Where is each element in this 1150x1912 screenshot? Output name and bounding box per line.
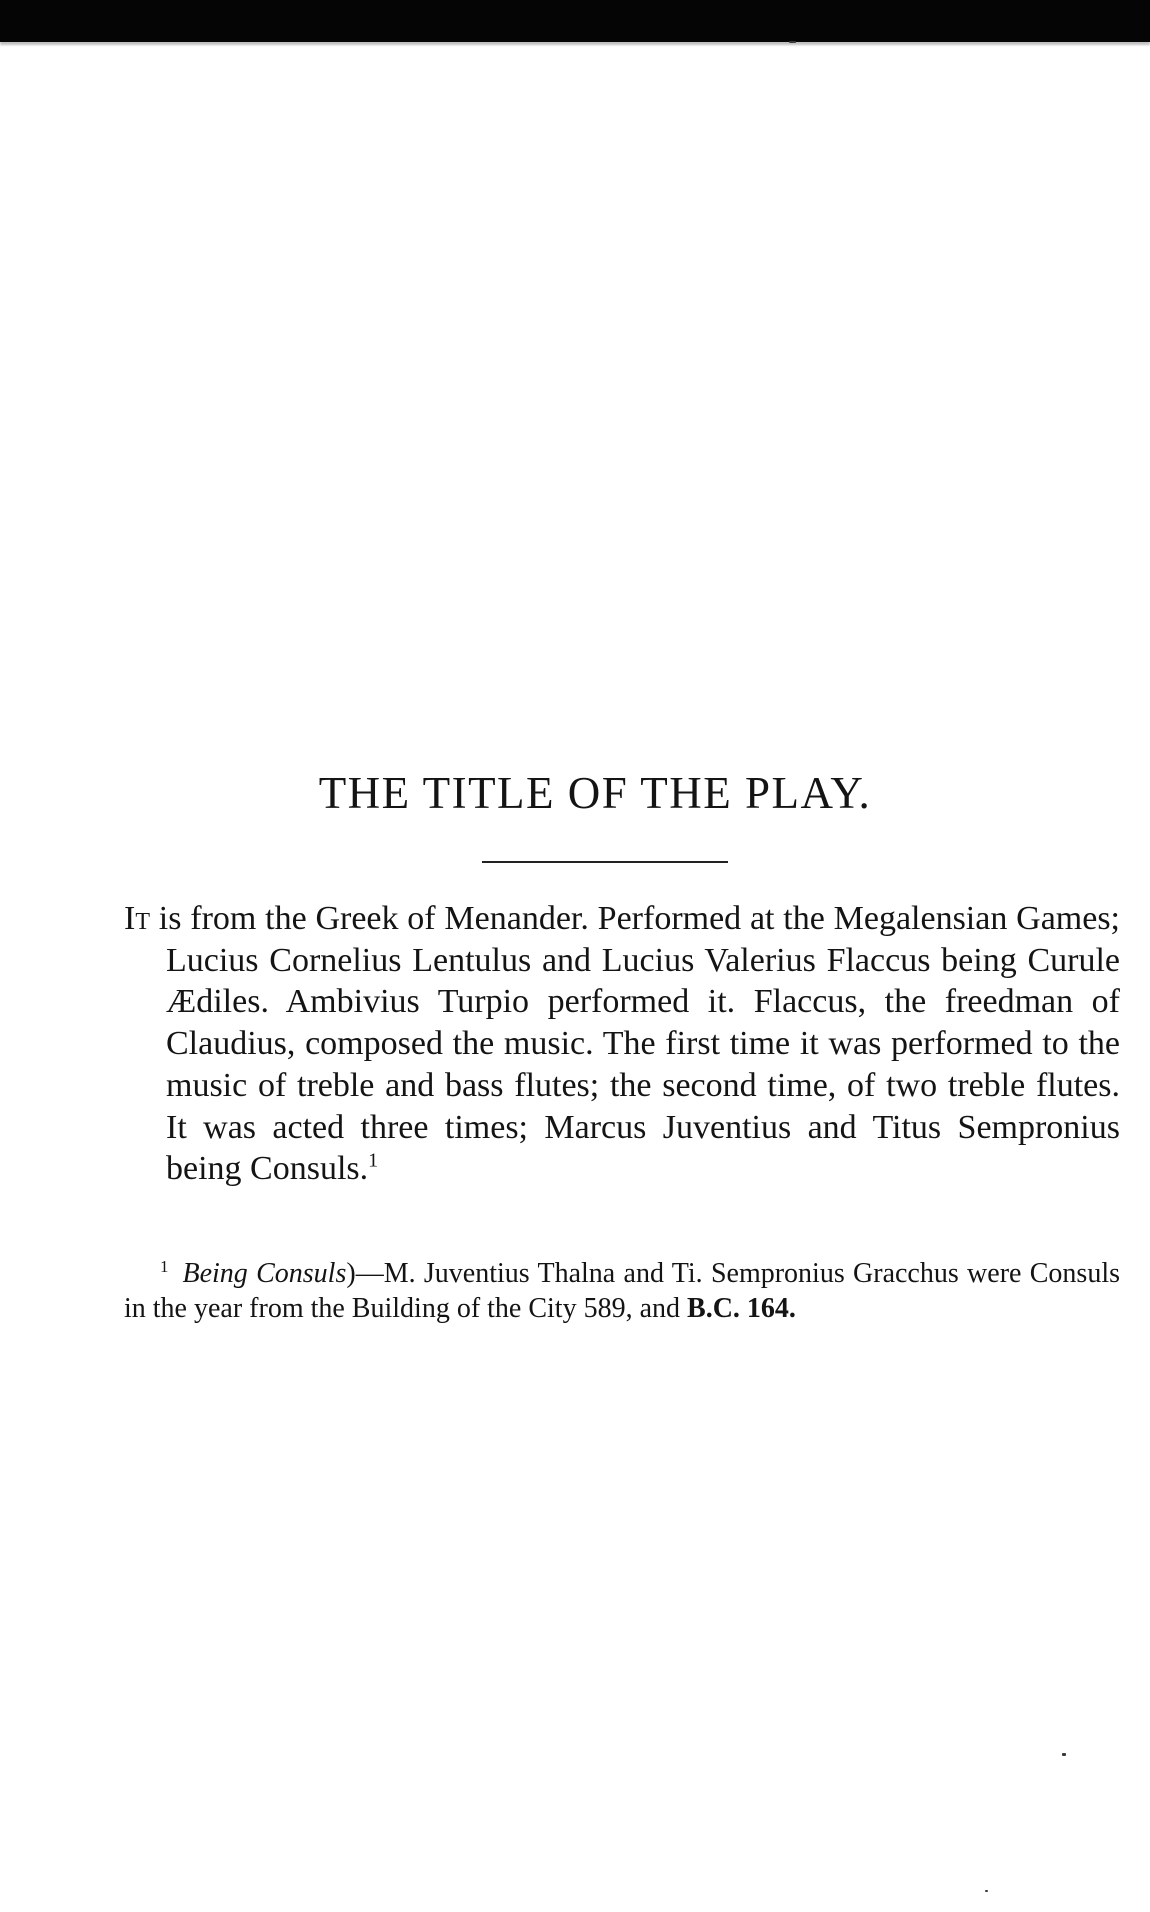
footnote-era: B.C. bbox=[687, 1292, 740, 1324]
title-divider bbox=[482, 861, 728, 863]
scan-speck bbox=[789, 41, 796, 43]
paragraph-text: is from the Greek of Menander. Performed at the Megalensian Games; Lucius Cornelius Lentulus and Lucius Valerius Flaccus being Curule Ædiles. Ambivius Turpio performed it. Flaccus, the freedman of Claudius, composed the music. The first time it was performed to the music of treble and bass flutes; the second time, of two treble flutes. It was acted three times; Marcus Juventius and Titus Sempronius being Consuls. bbox=[149, 900, 1120, 1188]
scan-top-border bbox=[0, 0, 1150, 42]
footnote bbox=[124, 1257, 1120, 1326]
footnote-marker: 1 bbox=[160, 1256, 169, 1276]
scan-speck bbox=[1062, 1753, 1066, 1756]
body-paragraph bbox=[124, 898, 1120, 1190]
scan-speck bbox=[985, 1890, 988, 1892]
footnote-reference-marker: 1 bbox=[368, 1149, 379, 1172]
footnote-year: 164. bbox=[739, 1292, 796, 1324]
page-title: THE TITLE OF THE PLAY. bbox=[318, 768, 872, 818]
paragraph-lead-word: It bbox=[124, 900, 150, 937]
footnote-reference: Being Consuls bbox=[182, 1258, 347, 1289]
footnote-text: M. Juventius Thalna and Ti. Sempronius Gracchus were Consuls in the year from the Building of the City 589, and bbox=[124, 1258, 1121, 1324]
footnote-reference-close: )— bbox=[346, 1258, 384, 1289]
